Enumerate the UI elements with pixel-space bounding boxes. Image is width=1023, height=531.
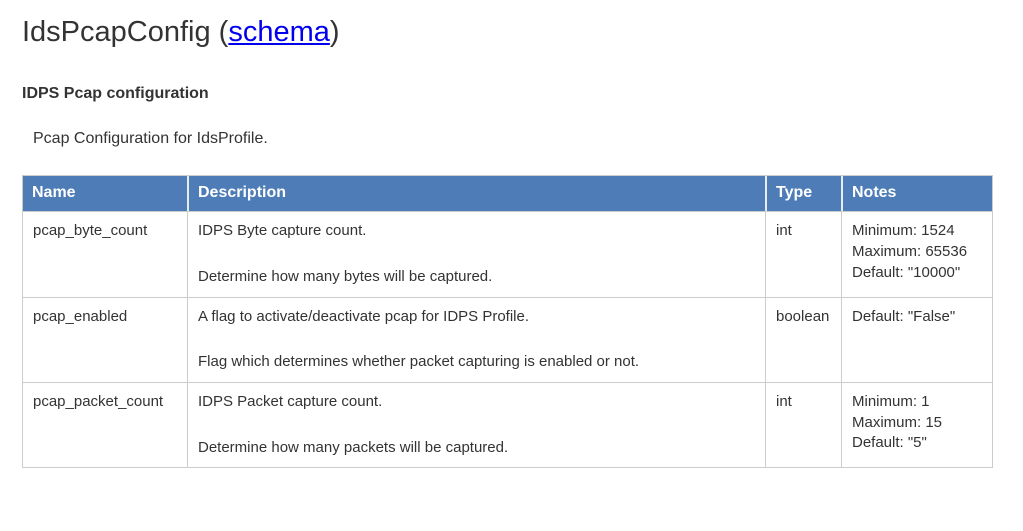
cell-description <box>187 211 765 296</box>
note-line: Default: "10000" <box>852 263 961 281</box>
cell-name: pcap_byte_count <box>23 211 187 296</box>
cell-description <box>187 382 765 467</box>
cell-notes <box>841 211 992 296</box>
description-paragraph: IDPS Byte capture count. <box>198 222 367 240</box>
description-paragraph: A flag to activate/deactivate pcap for IDPS Profile. <box>198 307 530 325</box>
page-title-text-after: ) <box>329 16 340 48</box>
schema-link[interactable]: schema <box>228 16 330 48</box>
column-header-description: Description <box>187 176 765 211</box>
column-header-notes: Notes <box>841 176 992 211</box>
description-paragraph: IDPS Packet capture count. <box>198 392 383 410</box>
table-body <box>23 211 992 467</box>
note-line: Default: "False" <box>852 307 956 325</box>
section-subtitle: IDPS Pcap configuration <box>22 85 209 103</box>
table-row <box>23 297 992 382</box>
note-line: Default: "5" <box>852 434 927 452</box>
note-line: Maximum: 65536 <box>852 242 968 260</box>
description-paragraph: Flag which determines whether packet capturing is enabled or not. <box>198 353 640 371</box>
note-line: Minimum: 1524 <box>852 222 955 240</box>
cell-name: pcap_packet_count <box>23 382 187 467</box>
column-header-type: Type <box>765 176 841 211</box>
page-title <box>22 16 1001 49</box>
table-header <box>23 176 992 211</box>
description-paragraph: Determine how many bytes will be captured. <box>198 267 493 285</box>
cell-notes <box>841 382 992 467</box>
cell-name: pcap_enabled <box>23 297 187 382</box>
note-line: Minimum: 1 <box>852 392 930 410</box>
description-paragraph: Determine how many packets will be captured. <box>198 438 509 456</box>
schema-table <box>22 175 993 468</box>
table-row <box>23 382 992 467</box>
column-header-name: Name <box>23 176 187 211</box>
table-row <box>23 211 992 296</box>
table-header-row <box>23 176 992 211</box>
page-title-text-before: IdsPcapConfig ( <box>22 16 229 48</box>
cell-type: int <box>765 382 841 467</box>
cell-description <box>187 297 765 382</box>
cell-notes <box>841 297 992 382</box>
cell-type: boolean <box>765 297 841 382</box>
note-line: Maximum: 15 <box>852 413 943 431</box>
cell-type: int <box>765 211 841 296</box>
section-description: Pcap Configuration for IdsProfile. <box>33 130 268 148</box>
